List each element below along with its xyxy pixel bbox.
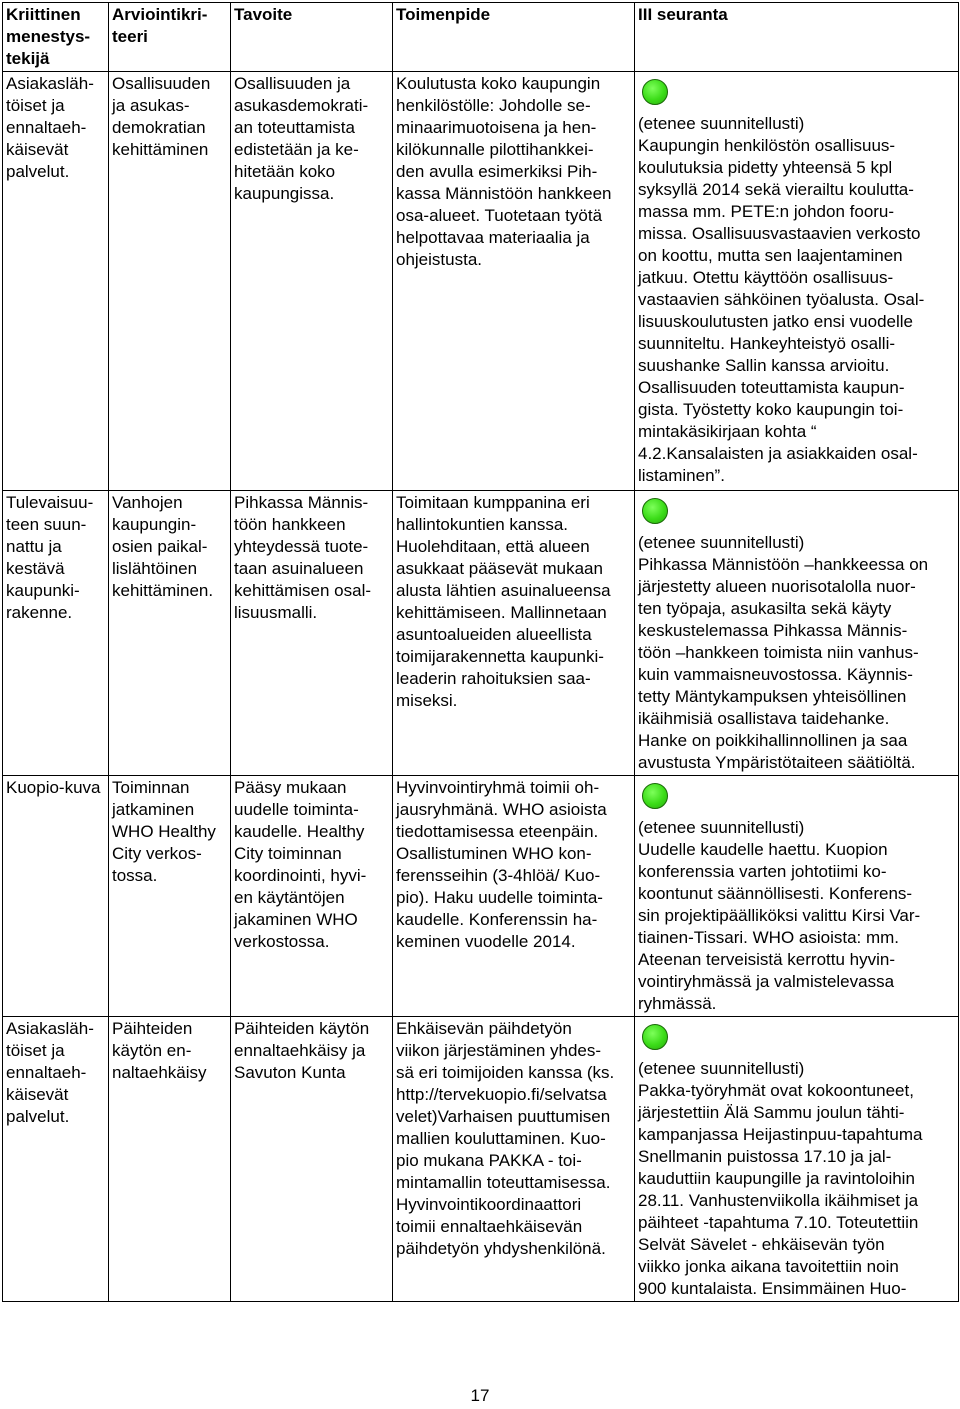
followup-text: (etenee suunnitellusti) Uudelle kaudelle haettu. Kuopion konferenssia varten johtotiimi ko- koontunut säännöllisesti. Konferens- sin projektipäälliköksi valittu Kirsi Var- tiainen-Tissari. WHO asioista: mm. Ateenan terveisistä kerrottu hyvin- vointiryhmässä ja valmistelevassa ryhmässä. — [638, 818, 921, 1013]
followup-text: (etenee suunnitellusti) Kaupungin henkilöstön osallisuus- koulutuksia pidetty yhteensä 5 kpl syksyllä 2014 sekä vierailtu koulutta- massa mm. PETE:n johdon fooru- missa. Osallisuusvastaavien verkosto on koottu, mutta sen laajentaminen jatkuu. Otettu käyttöön osallisuus- vastaavien sähköinen työalusta. Osal- lisuuskoulutusten jatko ensi vuodelle suunniteltu. Hankeyhteistyö osalli- suushanke Sallin kanssa arvioitu. Osallisuuden toteuttamista kaupun- gista. Työstetty koko kaupungin toi- mintakäsikirjaan kohta “ 4.2.Kansalaisten ja asiakkaiden osal- listaminen”. — [638, 114, 925, 485]
critical-factor-cell: Asiakasläh- töiset ja ennaltaeh- käisevät palvelut. — [3, 1017, 109, 1302]
header-critical-factor: Kriittinen menestys- tekijä — [3, 3, 109, 72]
header-criterion: Arviointikri- teeri — [109, 3, 231, 72]
criterion-cell: Vanhojen kaupungin- osien paikal- lislähtöinen kehittäminen. — [109, 491, 231, 776]
followup-cell — [635, 72, 959, 491]
header-followup: III seuranta — [635, 3, 959, 72]
goal-cell: Osallisuuden ja asukasdemokrati- an toteuttamista edistetään ja ke- hitetään koko kaupungissa. — [231, 72, 393, 491]
goal-cell: Pihkassa Männis- töön hankkeen yhteydessä tuote- taan asuinalueen kehittämisen osal- lisuusmalli. — [231, 491, 393, 776]
goal-cell: Pääsy mukaan uudelle toiminta- kaudelle. Healthy City toiminnan koordinointi, hyvi- en käytäntöjen jakaminen WHO verkostossa. — [231, 776, 393, 1017]
criterion-cell: Osallisuuden ja asukas- demokratian kehittäminen — [109, 72, 231, 491]
table-header-row — [3, 3, 959, 72]
action-cell: Ehkäisevän päihdetyön viikon järjestäminen yhdes- sä eri toimijoiden kanssa (ks. http://tervekuopio.fi/selvatsa velet)Varhaisen puuttumisen mallien kouluttaminen. Kuo- pio mukana PAKKA - toi- mintamallin toteuttamisessa. Hyvinvointikoordinaattori toimii ennaltaehkäisevän päihdetyön yhdyshenkilönä. — [393, 1017, 635, 1302]
page-number: 17 — [470, 1386, 490, 1405]
header-action: Toimenpide — [393, 3, 635, 72]
status-light-icon — [642, 498, 668, 524]
status-light-icon — [642, 1024, 668, 1050]
followup-cell — [635, 491, 959, 776]
goal-cell: Päihteiden käytön ennaltaehkäisy ja Savuton Kunta — [231, 1017, 393, 1302]
status-light-icon — [642, 79, 668, 105]
followup-text: (etenee suunnitellusti) Pihkassa Männistöön –hankkeessa on järjestetty alueen nuorisotalolla nuor- ten työpaja, asukasilta sekä käyty keskustelemassa Pihkassa Männis- töön –hankkeen toimista niin vanhus- kuin vammaisneuvostossa. Käynnis- tetty Mäntykampuksen yhteisöllinen ikäihmisiä osallistava taidehanke. Hanke on poikkihallinnollinen ja saa avustusta Ympäristötaiteen säätiöltä. — [638, 533, 929, 772]
criterion-cell: Päihteiden käytön en- naltaehkäisy — [109, 1017, 231, 1302]
table-row — [3, 72, 959, 491]
table-row — [3, 1017, 959, 1302]
table-row — [3, 776, 959, 1017]
table-row — [3, 491, 959, 776]
critical-factor-cell: Kuopio-kuva — [3, 776, 109, 1017]
critical-factor-cell: Tulevaisuu- teen suun- nattu ja kestävä kaupunki- rakenne. — [3, 491, 109, 776]
followup-cell — [635, 776, 959, 1017]
criterion-cell: Toiminnan jatkaminen WHO Healthy City verkos- tossa. — [109, 776, 231, 1017]
critical-factor-cell: Asiakasläh- töiset ja ennaltaeh- käisevät palvelut. — [3, 72, 109, 491]
evaluation-table — [2, 2, 959, 1302]
action-cell: Koulutusta koko kaupungin henkilöstölle: Johdolle se- minaarimuotoisena ja hen- kilökunnalle pilottihankkei- den avulla esimerkiksi Pih- kassa Männistöön hankkeen osa-alueet. Tuotetaan työtä helpottavaa materiaalia ja ohjeistusta. — [393, 72, 635, 491]
followup-cell — [635, 1017, 959, 1302]
status-light-icon — [642, 783, 668, 809]
header-goal: Tavoite — [231, 3, 393, 72]
action-cell: Toimitaan kumppanina eri hallintokuntien kanssa. Huolehditaan, että alueen asukkaat pääsevät mukaan alusta lähtien asuinalueensa kehittämiseen. Mallinnetaan asuntoalueiden alueellista toimijarakennetta kaupunki- leaderin rahoituksien saa- miseksi. — [393, 491, 635, 776]
action-cell: Hyvinvointiryhmä toimii oh- jausryhmänä. WHO asioista tiedottamisessa eteenpäin. Osallistuminen WHO kon- ferensseihin (3-4hlöä/ Kuo- pio). Haku uudelle toiminta- kaudelle. Konferenssin ha- keminen vuodelle 2014. — [393, 776, 635, 1017]
followup-text: (etenee suunnitellusti) Pakka-työryhmät ovat kokoontuneet, järjestettiin Älä Sammu joulun tähti- kampanjassa Heijastinpuu-tapahtuma Snellmanin puistossa 17.10 ja jal- kauduttiin kaupungille ja ravintoloihin 28.11. Vanhustenviikolla ikäihmiset ja päihteet -tapahtuma 7.10. Toteutettiin Selvät Sävelet - ehkäisevän työn viikko jonka aikana tavoitettiin noin 900 kuntalaista. Ensimmäinen Huo- — [638, 1059, 923, 1298]
